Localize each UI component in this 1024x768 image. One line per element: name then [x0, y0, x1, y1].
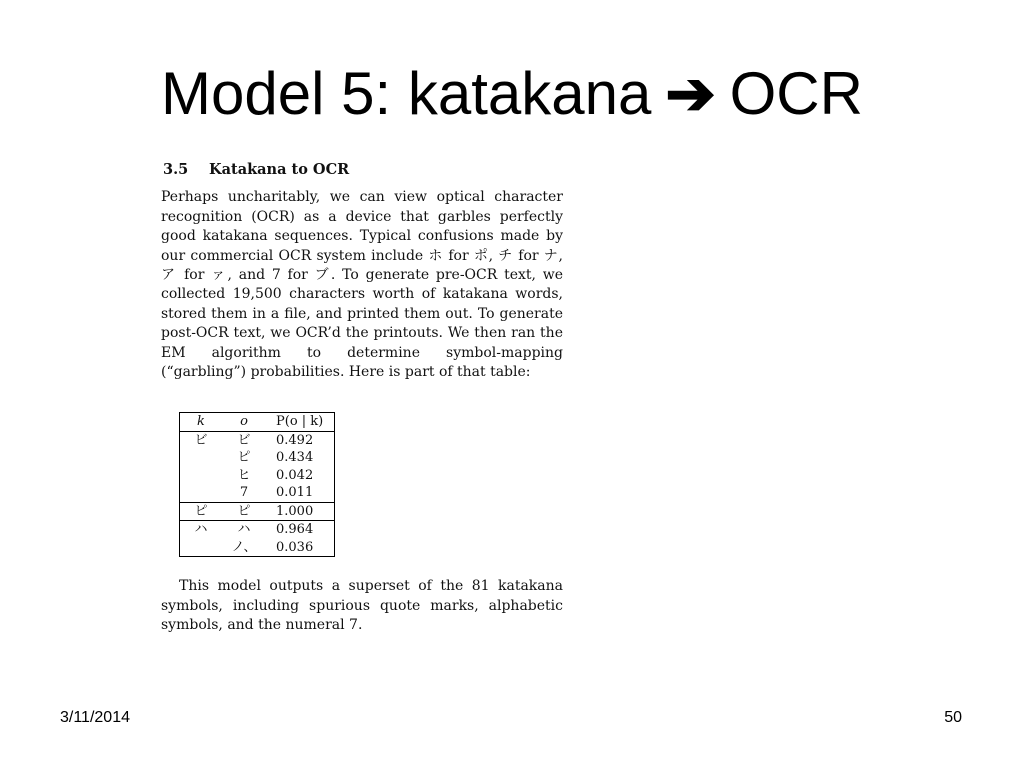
table-row — [180, 521, 335, 539]
confusion-table — [179, 412, 335, 557]
table-body — [180, 431, 335, 557]
cell-probability: 0.434 — [276, 450, 314, 466]
right-arrow-icon: ➔ — [665, 60, 716, 127]
cell-k: ビ — [194, 432, 208, 448]
cell-probability: 0.042 — [276, 467, 314, 483]
header-k: k — [180, 413, 223, 432]
table-row — [180, 502, 335, 521]
table-row — [180, 539, 335, 557]
cell-o: ヒ — [237, 467, 251, 483]
section-number: 3.5 — [163, 161, 189, 178]
cell-probability: 0.036 — [276, 539, 314, 555]
cell-probability: 0.492 — [276, 432, 314, 448]
cell-k — [180, 539, 223, 557]
cell-k — [180, 449, 223, 467]
cell-k: ハ — [194, 522, 208, 538]
table-row — [180, 431, 335, 449]
cell-o: ビ — [237, 432, 251, 448]
cell-k: ピ — [180, 502, 223, 521]
cell-o: ノ、 — [231, 539, 257, 555]
confusion-table-wrapper — [179, 412, 563, 557]
cell-k — [180, 467, 223, 485]
page-number: 50 — [944, 709, 962, 726]
section-heading — [163, 160, 563, 179]
paragraph-intro: Perhaps uncharitably, we can view optical character recognition (OCR) as a device that garbles perfectly good katakana sequences. Typical confusions made by our commercial OCR system include ホ for ポ, チ for ナ, ア for ァ, and 7 for ブ. To generate pre-OCR text, we collected 19,500 characters worth of katakana words, stored them in a file, and printed them out. To generate post-OCR text, we OCR’d the printouts. We then ran the EM algorithm to determine symbol-mapping (“garbling”) probabilities. Here is part of that table: — [161, 189, 563, 381]
paper-excerpt — [161, 160, 563, 636]
slide-title-right: OCR — [729, 60, 863, 127]
header-o: o — [222, 413, 266, 432]
section-title: Katakana to OCR — [209, 161, 350, 178]
footer-date: 3/11/2014 — [60, 709, 130, 726]
header-probability: P(o | k) — [266, 413, 335, 432]
cell-o: ハ — [237, 522, 251, 538]
cell-probability: 0.011 — [266, 484, 335, 502]
table-row — [180, 484, 335, 502]
cell-o: ピ — [222, 502, 266, 521]
table-row — [180, 467, 335, 485]
cell-k — [180, 484, 223, 502]
slide-title-left: Model 5: katakana — [161, 60, 652, 127]
cell-probability: 1.000 — [266, 502, 335, 521]
cell-o: 7 — [222, 484, 266, 502]
slide-title — [0, 58, 1024, 130]
cell-probability: 0.964 — [276, 522, 314, 538]
paragraph-conclusion: This model outputs a superset of the 81 katakana symbols, including spurious quote marks, alphabetic symbols, and the numeral 7. — [161, 578, 563, 634]
table-header-row — [180, 413, 335, 432]
table-row — [180, 449, 335, 467]
cell-o: ピ — [237, 450, 251, 466]
